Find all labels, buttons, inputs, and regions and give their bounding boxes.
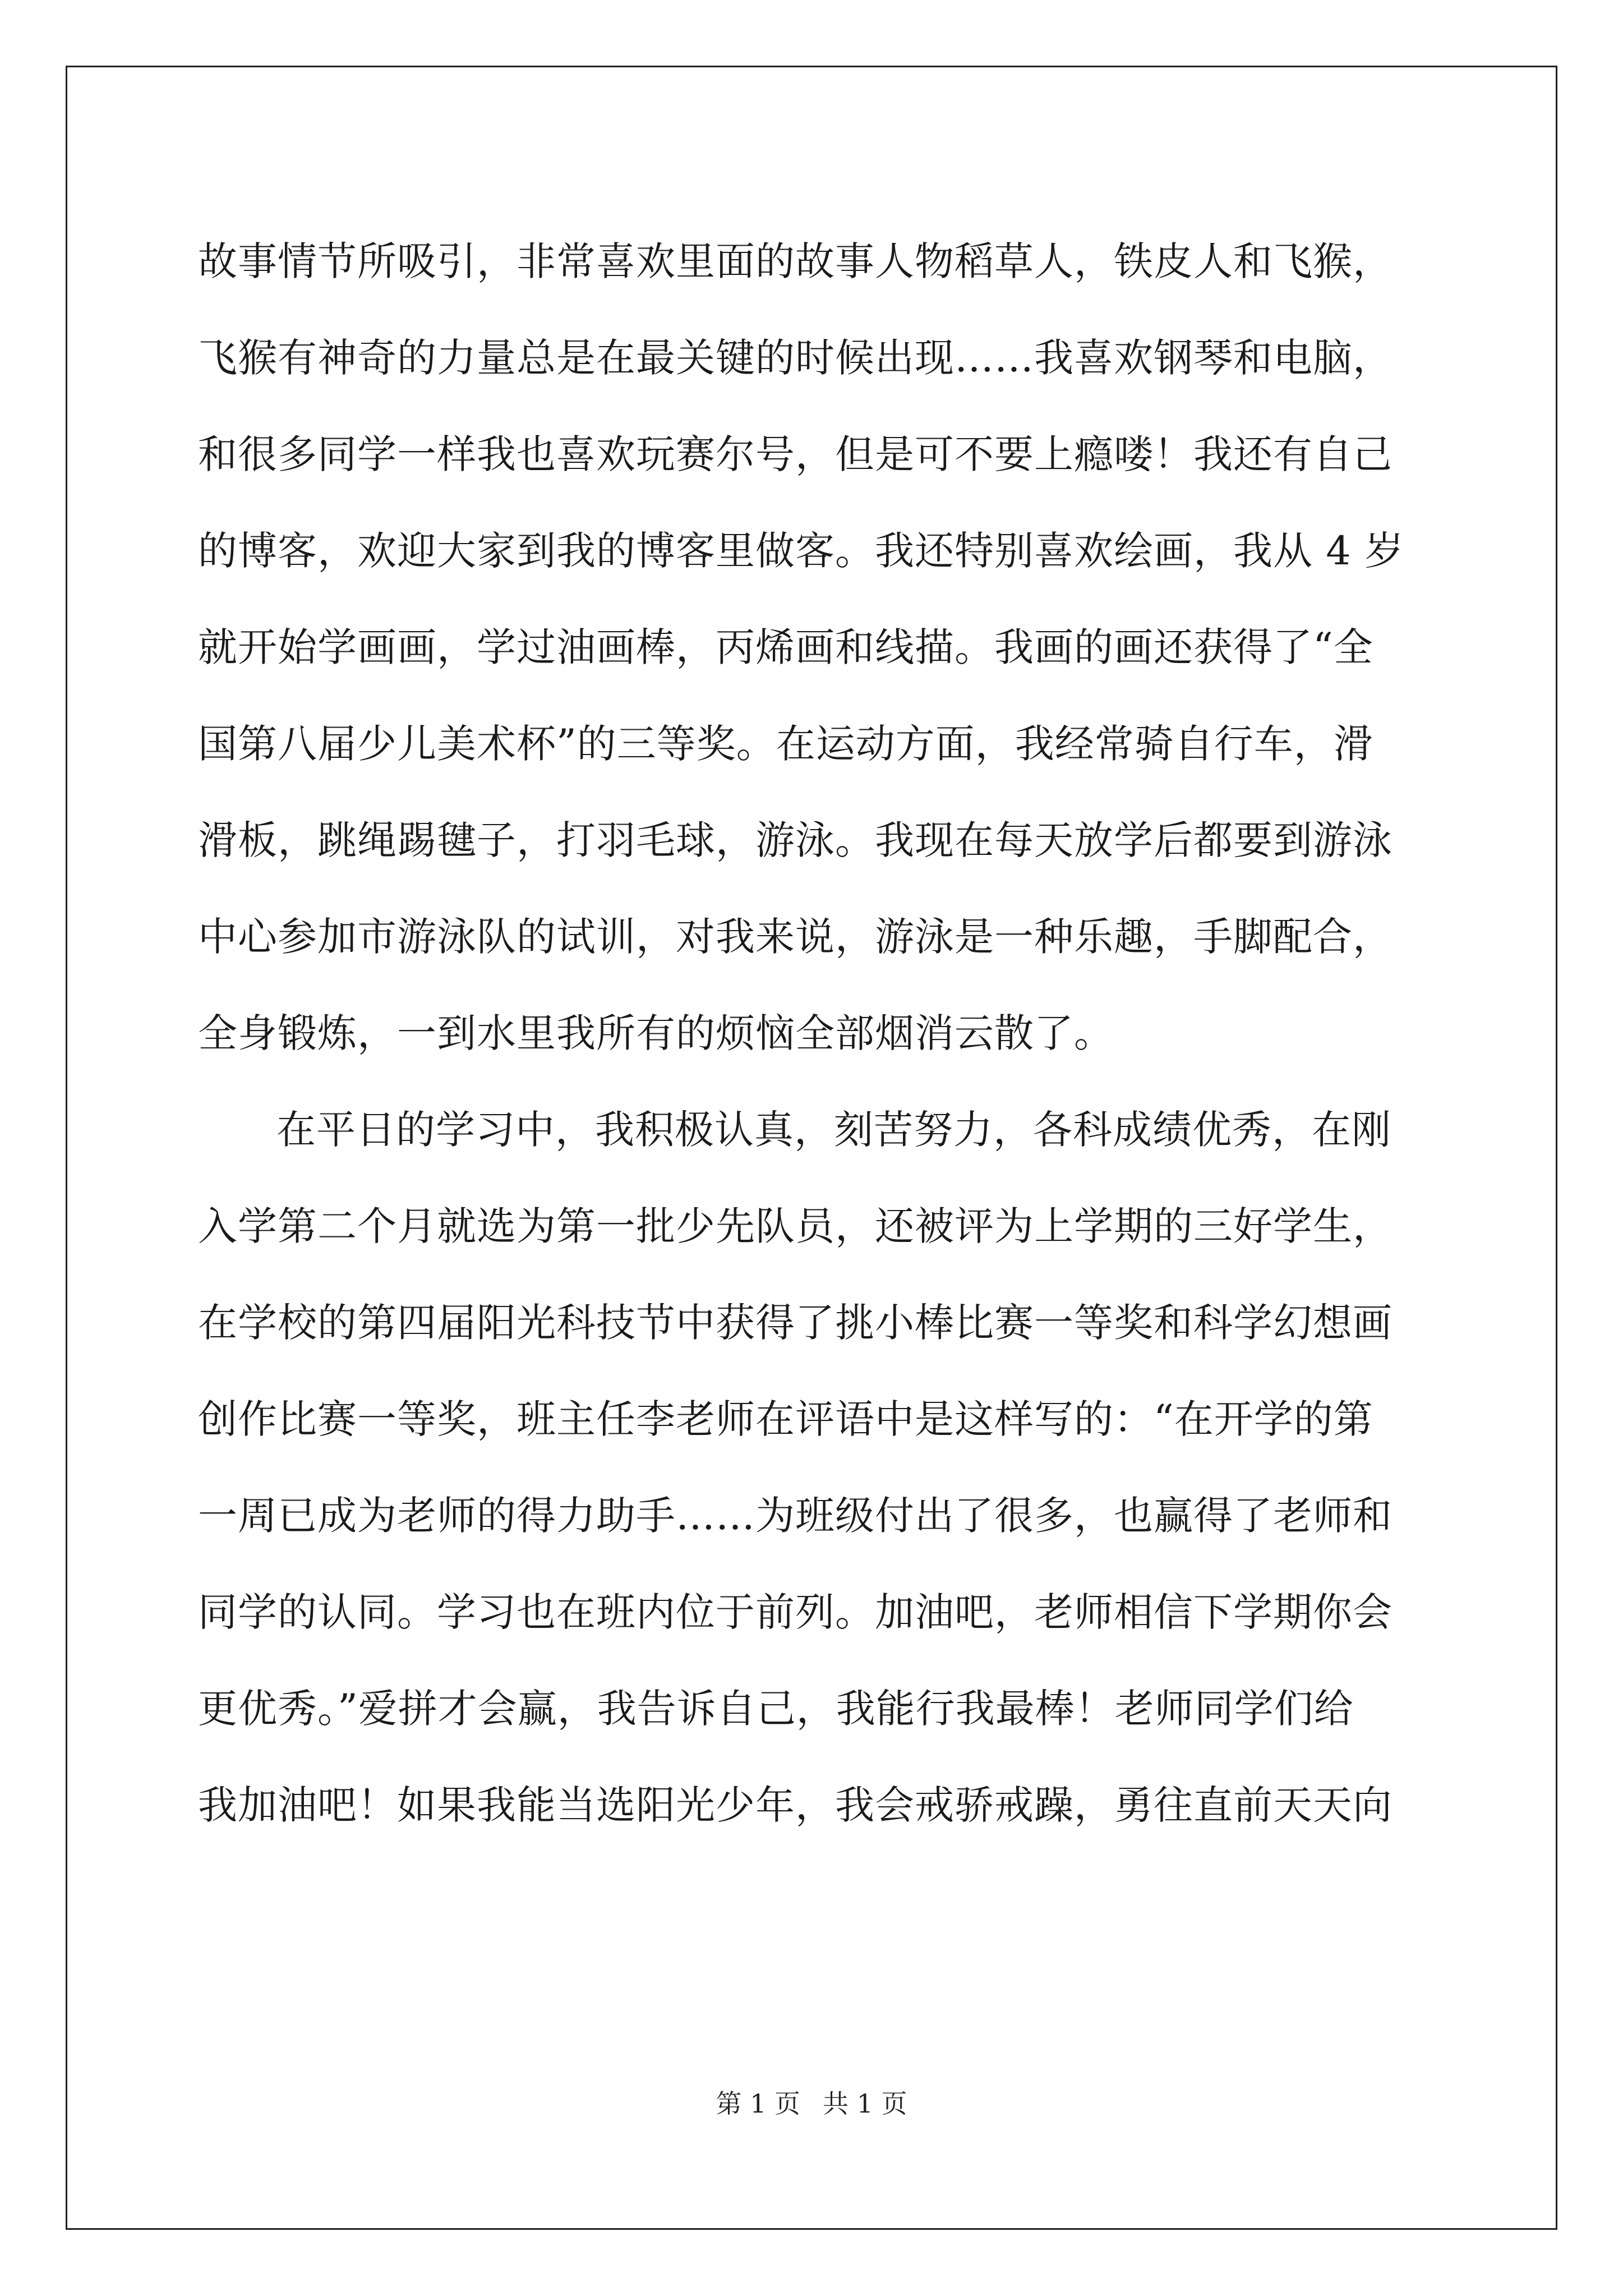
text-line: 同学的认同。学习也在班内位于前列。加油吧，老师相信下学期你会 xyxy=(198,1589,1393,1635)
text-line: 中心参加市游泳队的试训，对我来说，游泳是一种乐趣，手脚配合， xyxy=(198,914,1393,960)
text-line: 我加油吧！如果我能当选阳光少年，我会戒骄戒躁，勇往直前天天向 xyxy=(198,1782,1393,1828)
paragraph-start-line: 在平日的学习中，我积极认真，刻苦努力，各科成绩优秀，在刚 xyxy=(276,1107,1391,1153)
page-footer xyxy=(0,2087,1623,2120)
text-line: 滑板，跳绳踢毽子，打羽毛球，游泳。我现在每天放学后都要到游泳 xyxy=(198,817,1393,863)
text-line: 飞猴有神奇的力量总是在最关键的时候出现……我喜欢钢琴和电脑， xyxy=(198,335,1393,381)
text-line: 全身锻炼，一到水里我所有的烦恼全部烟消云散了。 xyxy=(198,1010,1114,1056)
total-pages: 共 1 页 xyxy=(823,2088,907,2119)
text-line: 故事情节所吸引，非常喜欢里面的故事人物稻草人，铁皮人和飞猴， xyxy=(198,238,1393,284)
text-line: 入学第二个月就选为第一批少先队员，还被评为上学期的三好学生， xyxy=(198,1203,1393,1249)
text-line: 在学校的第四届阳光科技节中获得了挑小棒比赛一等奖和科学幻想画 xyxy=(198,1300,1393,1346)
text-line: 国第八届少儿美术杯”的三等奖。在运动方面，我经常骑自行车，滑 xyxy=(198,721,1373,767)
document-body xyxy=(198,213,1426,1853)
text-line: 一周已成为老师的得力助手……为班级付出了很多，也赢得了老师和 xyxy=(198,1493,1393,1539)
text-line: 就开始学画画，学过油画棒，丙烯画和线描。我画的画还获得了“全 xyxy=(198,624,1373,670)
text-line: 更优秀。”爱拼才会赢，我告诉自己，我能行我最棒！老师同学们给 xyxy=(198,1686,1354,1732)
text-line: 和很多同学一样我也喜欢玩赛尔号，但是可不要上瘾喽！我还有自己 xyxy=(198,431,1393,477)
page-number: 第 1 页 xyxy=(716,2088,800,2119)
text-line: 的博客，欢迎大家到我的博客里做客。我还特别喜欢绘画，我从 4 岁 xyxy=(198,528,1405,574)
text-line: 创作比赛一等奖，班主任李老师在评语中是这样写的：“在开学的第 xyxy=(198,1396,1373,1442)
